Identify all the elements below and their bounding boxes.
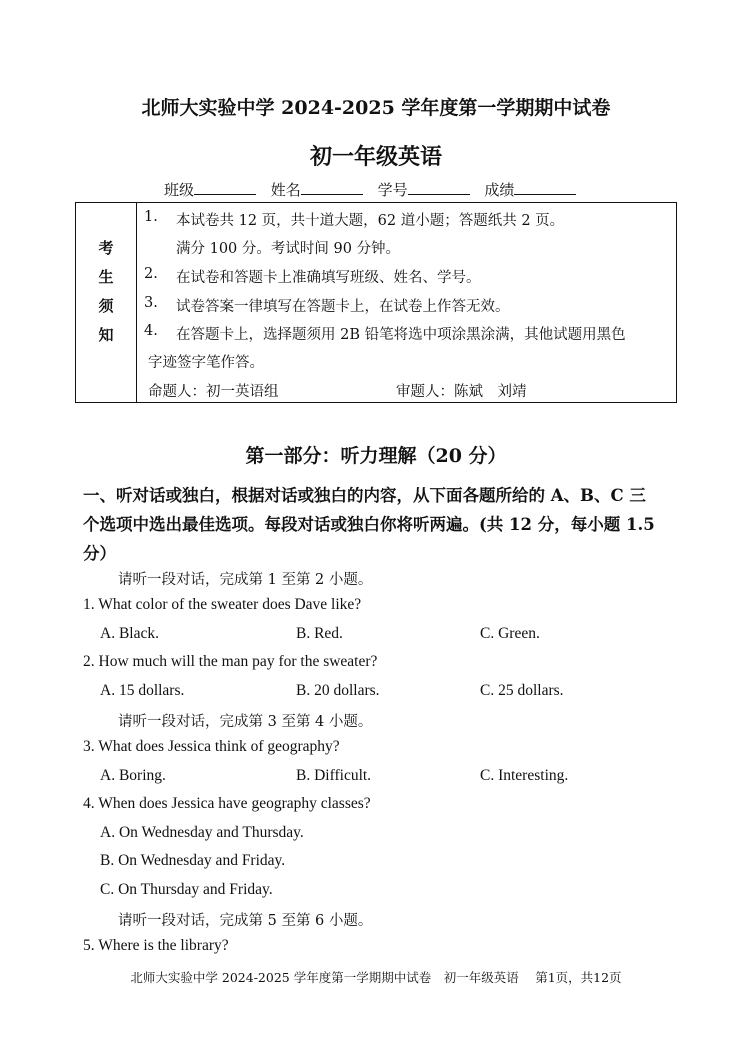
notice-side-label: [76, 203, 137, 402]
question-1-option-b: B. Red.: [296, 625, 343, 642]
notice-item-num: 3.: [144, 295, 158, 311]
notice-char: 考: [98, 239, 114, 257]
notice-item-text: 试卷答案一律填写在答题卡上，在试卷上作答无效。: [176, 299, 510, 315]
score-label: 成绩: [484, 181, 515, 199]
notice-item-text: 满分 100 分。考试时间 90 分钟。: [176, 241, 401, 257]
notice-item-num: 2.: [144, 266, 158, 282]
question-4-option-b: B. On Wednesday and Friday.: [100, 852, 286, 869]
notice-item-text: 在试卷和答题卡上准确填写班级、姓名、学号。: [176, 270, 481, 286]
question-4: 4. When does Jessica have geography classes?: [83, 795, 371, 812]
listening-instruction: 请听一段对话，完成第 3 至第 4 小题。: [118, 714, 373, 730]
name-label: 姓名: [270, 181, 301, 199]
question-5: 5. Where is the library?: [83, 937, 229, 954]
section1-instruction: 分）: [83, 544, 116, 563]
score-blank: [514, 180, 576, 195]
question-1-option-c: C. Green.: [480, 625, 540, 642]
notice-char: 生: [98, 268, 114, 286]
question-setter: 命题人：初一英语组: [148, 384, 279, 400]
class-label: 班级: [164, 181, 195, 199]
question-4-option-c: C. On Thursday and Friday.: [100, 881, 273, 898]
exam-notice-box: [75, 202, 677, 403]
student-info-row: [164, 179, 586, 200]
section1-instruction: 个选项中选出最佳选项。每段对话或独白你将听两遍。(共 12 分，每小题 1.5: [83, 515, 655, 534]
notice-item-num: 4.: [144, 323, 158, 339]
section1-instruction: 一、听对话或独白，根据对话或独白的内容，从下面各题所给的 A、B、C 三: [83, 486, 646, 505]
question-2-option-a: A. 15 dollars.: [100, 682, 185, 699]
question-3-option-b: B. Difficult.: [296, 767, 372, 784]
notice-char: 知: [98, 326, 114, 344]
student-id-blank: [408, 180, 470, 195]
question-1: 1. What color of the sweater does Dave like?: [83, 596, 362, 613]
question-2-option-b: B. 20 dollars.: [296, 682, 380, 699]
listening-instruction: 请听一段对话，完成第 1 至第 2 小题。: [118, 572, 373, 588]
listening-instruction: 请听一段对话，完成第 5 至第 6 小题。: [118, 913, 373, 929]
question-4-option-a: A. On Wednesday and Thursday.: [100, 824, 304, 841]
page-footer: 北师大实验中学 2024-2025 学年度第一学期期中试卷 初一年级英语 第1页，共12页: [130, 970, 622, 985]
question-3-option-a: A. Boring.: [100, 767, 166, 784]
question-2: 2. How much will the man pay for the sweater?: [83, 653, 378, 670]
notice-char: 须: [98, 297, 114, 315]
class-blank: [194, 180, 256, 195]
subject-title: 初一年级英语: [309, 144, 442, 170]
question-3: 3. What does Jessica think of geography?: [83, 738, 340, 755]
exam-title: 北师大实验中学 2024-2025 学年度第一学期期中试卷: [141, 97, 611, 119]
notice-item-text: 本试卷共 12 页，共十道大题，62 道小题；答题纸共 2 页。: [176, 213, 565, 229]
question-2-option-c: C. 25 dollars.: [480, 682, 564, 699]
question-1-option-a: A. Black.: [100, 625, 159, 642]
question-reviewer: 审题人：陈斌 刘靖: [396, 384, 527, 400]
student-id-label: 学号: [377, 181, 408, 199]
question-3-option-c: C. Interesting.: [480, 767, 569, 784]
part1-title: 第一部分：听力理解（20 分）: [245, 445, 507, 467]
name-blank: [301, 180, 363, 195]
notice-item-text: 在答题卡上，选择题须用 2B 铅笔将选中项涂黑涂满，其他试题用黑色: [176, 327, 626, 343]
notice-item-text: 字迹签字笔作答。: [148, 355, 264, 371]
notice-item-num: 1.: [144, 209, 158, 225]
